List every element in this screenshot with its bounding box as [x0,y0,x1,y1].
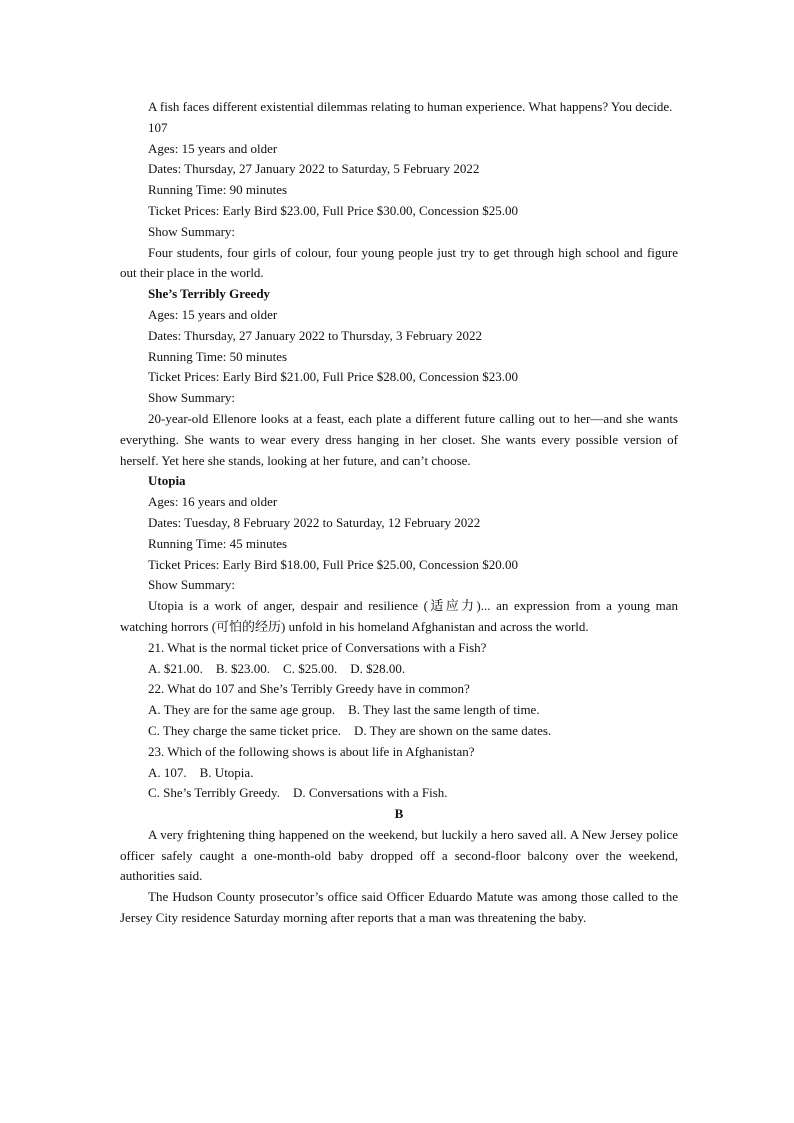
question-22-options-ab: A. They are for the same age group. B. They last the same length of time. [148,702,540,718]
show-utopia-ticket-prices: Ticket Prices: Early Bird $18.00, Full Price $25.00, Concession $20.00 [148,556,518,572]
show-title-greedy: She’s Terribly Greedy [148,286,271,302]
show-utopia-dates: Dates: Tuesday, 8 February 2022 to Saturday, 12 February 2022 [148,514,481,530]
show-utopia-summary-label: Show Summary: [148,577,236,593]
section-b-paragraph-2: The Hudson County prosecutor’s office said Officer Eduardo Matute was among those called to the Jersey City residence Saturday morning after reports that a man was threatening the baby. [120,889,678,926]
question-21: 21. What is the normal ticket price of Conversations with a Fish? [148,639,487,655]
show-greedy-dates: Dates: Thursday, 27 January 2022 to Thursday, 3 February 2022 [148,327,482,343]
section-b-heading: B [394,806,404,822]
question-23-options-cd: C. She’s Terribly Greedy. D. Conversations with a Fish. [148,785,448,801]
show-utopia-summary: Utopia is a work of anger, despair and resilience (适应力)... an expression from a young man watching horrors (可怕的经历) unfold in his homeland Afghanistan and across the world. [120,598,678,634]
show-107-dates: Dates: Thursday, 27 January 2022 to Saturday, 5 February 2022 [148,161,480,177]
show-title-utopia: Utopia [148,473,186,489]
show-107-summary: Four students, four girls of colour, four young people just try to get through high school and figure out their place in the world. [120,244,678,281]
section-b-paragraph-1: A very frightening thing happened on the weekend, but luckily a hero saved all. A New Jersey police officer safely caught a one-month-old baby dropped off a second-floor balcony over the weekend, authorities said. [120,826,678,884]
question-23: 23. Which of the following shows is about life in Afghanistan? [148,743,475,759]
show-107-running-time: Running Time: 90 minutes [148,182,288,198]
show-greedy-ticket-prices: Ticket Prices: Early Bird $21.00, Full Price $28.00, Concession $23.00 [148,369,518,385]
show-107-ages: Ages: 15 years and older [148,140,278,156]
show-utopia-running-time: Running Time: 45 minutes [148,535,288,551]
question-22: 22. What do 107 and She’s Terribly Greedy have in common? [148,681,470,697]
show-greedy-summary: 20-year-old Ellenore looks at a feast, each plate a different future calling out to her—and she wants everything. She wants to wear every dress hanging in her closet. She wants every possible version of herself. Yet here she stands, looking at her future, and can’t choose. [120,410,678,468]
fish-summary: A fish faces different existential dilemmas relating to human experience. What happens? You decide. [148,99,673,114]
question-21-options: A. $21.00. B. $23.00. C. $25.00. D. $28.00. [148,660,406,676]
question-22-options-cd: C. They charge the same ticket price. D. They are shown on the same dates. [148,722,552,738]
show-greedy-running-time: Running Time: 50 minutes [148,348,288,364]
show-utopia-ages: Ages: 16 years and older [148,494,278,510]
show-title-107: 107 [148,119,168,135]
show-greedy-ages: Ages: 15 years and older [148,306,278,322]
show-greedy-summary-label: Show Summary: [148,390,236,406]
show-107-summary-label: Show Summary: [148,223,236,239]
question-23-options-ab: A. 107. B. Utopia. [148,764,254,780]
show-107-ticket-prices: Ticket Prices: Early Bird $23.00, Full Price $30.00, Concession $25.00 [148,202,518,218]
